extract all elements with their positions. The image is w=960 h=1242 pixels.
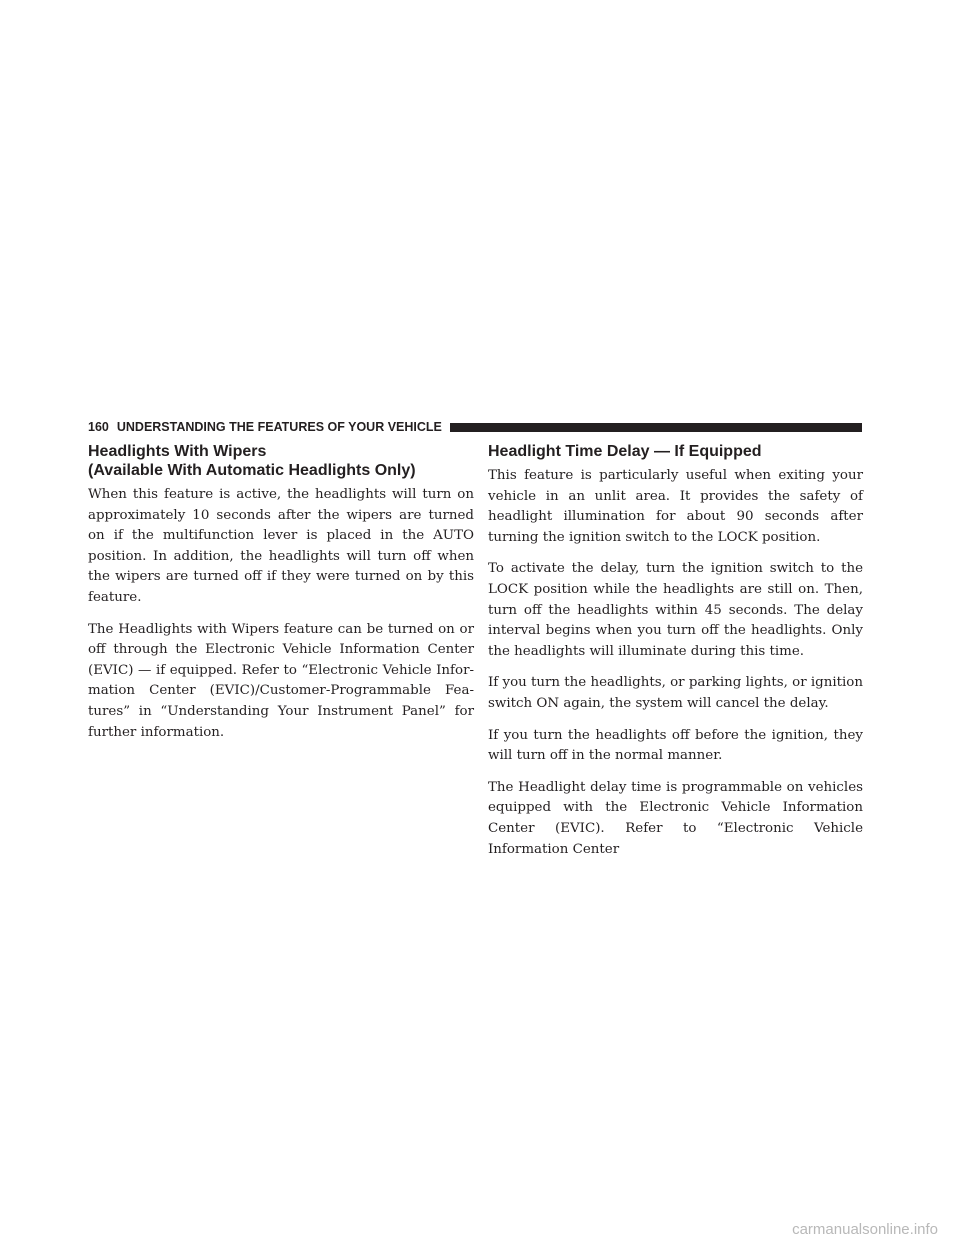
paragraph: If you turn the headlights off before the ignition, they will turn off in the normal manner. xyxy=(488,727,863,764)
watermark: carmanualsonline.info xyxy=(792,1221,938,1238)
left-column xyxy=(88,442,474,754)
page-header xyxy=(88,419,862,435)
right-column xyxy=(488,442,863,871)
paragraph: When this feature is active, the headlights will turn on approximately 10 seconds after the wipers are turned on if the multifunction lever is placed in the AUTO position. In addition, the headlights will turn off when the wipers are turned off if they were turned on by this feature. xyxy=(88,487,474,605)
paragraph: The Headlight delay time is programmable on vehicles equipped with the Electronic Vehicle Information Center (EVIC). Refer to “Electronic Vehicle Information Center xyxy=(488,779,863,857)
heading-line-1: Headlights With Wipers xyxy=(88,443,267,460)
section-title: UNDERSTANDING THE FEATURES OF YOUR VEHICLE xyxy=(116,420,442,434)
paragraph: If you turn the headlights, or parking lights, or ignition switch ON again, the system will cancel the delay. xyxy=(488,675,863,711)
page-number: 160 xyxy=(88,420,109,434)
section-heading-headlights-with-wipers xyxy=(88,442,474,480)
header-rule xyxy=(450,423,862,432)
paragraph: To activate the delay, turn the ignition switch to the LOCK position while the headlights are still on. Then, turn off the headlights within 45 seconds. The delay interval begins when you turn off the headlights. Only the headlights will illuminate during this time. xyxy=(488,561,863,659)
paragraph: The Headlights with Wipers feature can be turned on or off through the Electronic Vehicle Information Center (EVIC) — if equipped. Refer to “Electronic Vehicle Information Center (EVIC)/Customer-Programmable Features” in “Understanding Your Instrument Panel” for further information. xyxy=(88,621,474,740)
heading-line-2: (Available With Automatic Headlights Only) xyxy=(88,462,416,479)
section-heading-headlight-time-delay: Headlight Time Delay — If Equipped xyxy=(488,443,762,460)
paragraph: This feature is particularly useful when exiting your vehicle in an unlit area. It provides the safety of headlight illumination for about 90 seconds after turning the ignition switch to the LOCK position. xyxy=(488,468,863,545)
